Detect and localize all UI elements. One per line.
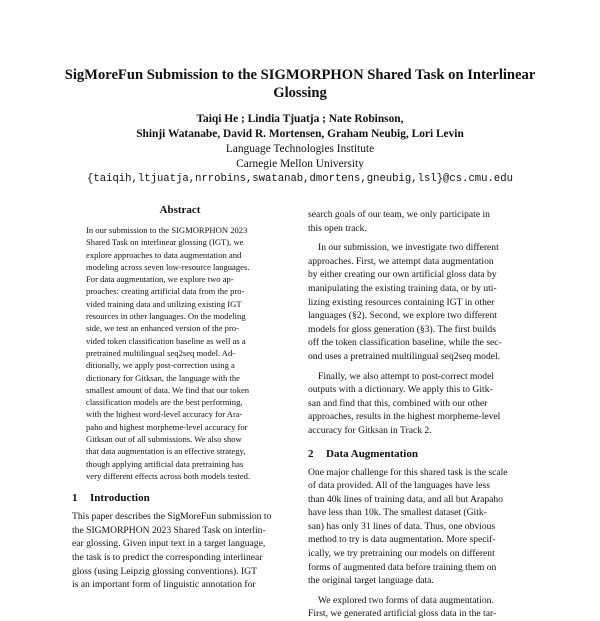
body-line: the task is to predict the corresponding interlinear: [72, 552, 263, 564]
abstract-line: vided token classification baseline as well as a: [86, 335, 246, 346]
abstract-line: modeling across seven low-resource languages.: [86, 261, 250, 272]
author-emails: {taiqih,ltjuatja,nrrobins,swatanab,dmortens,gneubig,lsl}@cs.cmu.edu: [87, 173, 513, 185]
right-column: [308, 208, 530, 621]
abstract-line: ditionally, we apply post-correction using a: [86, 360, 235, 371]
body-line: We explored two forms of data augmentation.: [318, 594, 494, 606]
body-line: search goals of our team, we only participate in: [308, 209, 490, 220]
author-line: Shinji Watanabe, David R. Mortensen, Graham Neubig, Lori Levin: [136, 128, 464, 140]
affiliation: Language Technologies Institute: [225, 143, 375, 155]
abstract-line: smallest amount of data. We find that our token: [86, 384, 250, 395]
body-line: lizing existing resources containing IGT in other: [308, 296, 495, 308]
body-line: off the token classification baseline, while the sec-: [308, 337, 502, 349]
affiliation: Carnegie Mellon University: [236, 158, 364, 170]
body-line: ically, we try pretraining our models on different: [308, 548, 495, 560]
abstract-line: Shared Task on interlinear glossing (IGT), we: [86, 237, 244, 248]
section-title: Introduction: [90, 492, 150, 505]
body-line: approaches. First, we attempt data augmentation: [308, 255, 494, 267]
paper-title: [40, 66, 560, 102]
body-line: languages (§2). Second, we explore two different: [308, 310, 497, 322]
body-line: san) has only 31 lines of data. Thus, one obvious: [308, 520, 496, 532]
body-line: method to try is data augmentation. More specif-: [308, 534, 496, 546]
section-heading-introduction: [72, 492, 288, 504]
abstract-line: explore approaches to data augmentation and: [86, 249, 242, 260]
body-line: ear glossing. Given input text in a target language,: [72, 538, 266, 550]
body-line: approaches, results in the highest morpheme-level: [308, 411, 501, 423]
section-number: 2: [308, 447, 314, 460]
body-line: san and find that this, combined with our other: [308, 397, 488, 409]
abstract-line: that data augmentation is an effective strategy,: [86, 446, 246, 457]
title-line: SigMoreFun Submission to the SIGMORPHON Shared Task on Interlinear: [64, 67, 536, 83]
body-line: have less than 10k. The smallest dataset (Gitk-: [308, 507, 487, 519]
body-line: this open track.: [308, 222, 367, 234]
body-line: of data provided. All of the languages have less: [308, 480, 490, 492]
body-line: First, we generated artificial gloss data in the tar-: [308, 608, 497, 620]
body-line: the original target language data.: [308, 575, 434, 587]
abstract-line: dictionary for Gitksan, the language with the: [86, 372, 240, 383]
author-line: Taiqi He ; Lindia Tjuatja ; Nate Robinson,: [196, 113, 404, 125]
section-title: Data Augmentation: [326, 447, 418, 460]
left-column: [72, 204, 288, 592]
abstract-line: classification models are the best performing,: [86, 397, 243, 408]
section-number: 1: [72, 492, 78, 505]
abstract-line: In our submission to the SIGMORPHON 2023: [86, 225, 248, 235]
body-line: In our submission, we investigate two different: [318, 242, 499, 254]
body-line: gloss (using Leipzig glossing conventions). IGT: [72, 565, 257, 577]
body-line: One major challenge for this shared task is the scale: [308, 466, 508, 478]
body-line: forms of augmented data before training them on: [308, 561, 497, 573]
body-line: the SIGMORPHON 2023 Shared Task on interlin-: [72, 524, 266, 536]
abstract-line: side, we test an enhanced version of the pro-: [86, 323, 239, 334]
abstract-line: resources in other languages. On the modeling: [86, 311, 246, 322]
abstract-line: pretrained multilingual seq2seq model. Ad-: [86, 347, 236, 358]
author-block: [40, 112, 560, 187]
section-heading-data-augmentation: [308, 448, 530, 460]
abstract-line: paho and highest morpheme-level accuracy for: [86, 421, 248, 432]
abstract-body: [72, 224, 288, 482]
abstract-line: For data augmentation, we explore two ap-: [86, 274, 234, 285]
abstract-line: with the highest word-level accuracy for Ara-: [86, 409, 243, 420]
body-line: This paper describes the SigMoreFun submission to: [72, 511, 272, 523]
body-line: is an important form of linguistic annotation for: [72, 579, 256, 591]
body-line: Finally, we also attempt to post-correct model: [318, 370, 495, 382]
abstract-line: proaches: creating artificial data from the pro-: [86, 286, 245, 297]
body-line: ond uses a pretrained multilingual seq2seq model.: [308, 350, 501, 362]
introduction-body: [72, 510, 288, 592]
abstract-line: vided training data and utilizing existing IGT: [86, 298, 242, 309]
title-line: Glossing: [273, 85, 327, 101]
abstract-heading: Abstract: [159, 204, 201, 216]
abstract-line: very different effects across both models tested.: [86, 470, 251, 481]
abstract-line: though applying artificial data pretraining has: [86, 458, 244, 469]
body-line: accuracy for Gitksan in Track 2.: [308, 424, 432, 436]
body-line: than 40k lines of training data, and all but Arapaho: [308, 493, 504, 505]
body-line: by either creating our own artificial gloss data by: [308, 269, 497, 281]
body-line: manipulating the existing training data, or by uti-: [308, 282, 497, 294]
body-line: outputs with a dictionary. We apply this to Gitk-: [308, 384, 493, 396]
body-line: models for gloss generation (§3). The first builds: [308, 323, 496, 335]
abstract-line: Gitksan out of all submissions. We also show: [86, 434, 242, 445]
